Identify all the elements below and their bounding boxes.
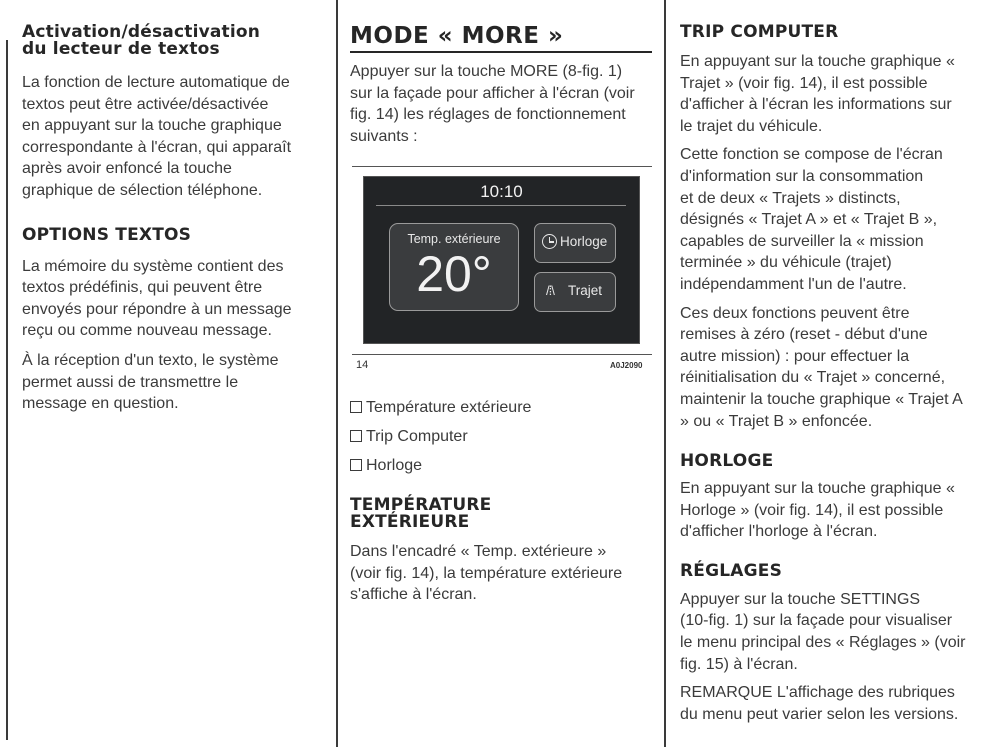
list-item-label: Horloge bbox=[366, 457, 423, 474]
text-line: d'information sur la consommation bbox=[680, 167, 924, 185]
text-line: » ou « Trajet B » enfoncée. bbox=[680, 412, 873, 430]
heading-mode-more: MODE « MORE » bbox=[350, 24, 652, 53]
temp-exterieure-box[interactable] bbox=[389, 223, 519, 311]
list-item bbox=[350, 398, 652, 418]
column-1 bbox=[22, 24, 322, 415]
text-line: Appuyer sur la touche MORE (8-fig. 1) bbox=[350, 63, 623, 80]
left-margin-rule bbox=[6, 40, 8, 740]
text-line: envoyés pour répondre à un message bbox=[22, 300, 292, 318]
figure-bottom-rule bbox=[352, 354, 652, 355]
paragraph-activation bbox=[22, 72, 322, 202]
paragraph-reception bbox=[22, 350, 322, 415]
road-icon: /⁞\ bbox=[546, 283, 554, 298]
temp-value: 20° bbox=[416, 246, 492, 302]
text-line: en appuyant sur la touche graphique bbox=[22, 117, 282, 135]
paragraph-trip-2 bbox=[680, 144, 990, 295]
horloge-button-label: Horloge bbox=[560, 234, 608, 249]
text-line: après avoir enfoncé la touche bbox=[22, 160, 232, 178]
text-line: indépendamment l'un de l'autre. bbox=[680, 275, 907, 293]
text-line: capables de surveiller la « mission bbox=[680, 232, 924, 250]
text-line: En appuyant sur la touche graphique « bbox=[680, 480, 955, 498]
list-item bbox=[350, 427, 652, 447]
figure-number: 14 bbox=[356, 359, 369, 371]
text-line: désignés « Trajet A » et « Trajet B », bbox=[680, 211, 938, 229]
figure-reference: A0J2090 bbox=[610, 361, 643, 370]
text-line: Cette fonction se compose de l'écran bbox=[680, 146, 943, 164]
clock-time: 10:10 bbox=[480, 182, 523, 201]
text-line: En appuyant sur la touche graphique « bbox=[680, 53, 955, 70]
horloge-button[interactable] bbox=[534, 223, 616, 263]
text-line: correspondante à l'écran, qui apparaît bbox=[22, 138, 292, 156]
checkbox-bullet-icon bbox=[350, 401, 362, 413]
trajet-button[interactable] bbox=[534, 272, 616, 312]
heading-line1: TEMPÉRATURE bbox=[350, 495, 492, 515]
list-item bbox=[350, 456, 652, 476]
text-line: À la réception d'un texto, le système bbox=[22, 351, 279, 369]
text-line: fig. 14) les réglages de fonctionnement bbox=[350, 106, 626, 124]
display-screen bbox=[363, 176, 640, 344]
temp-label: Temp. extérieure bbox=[407, 232, 501, 246]
text-line: Ces deux fonctions peuvent être bbox=[680, 304, 910, 322]
text-line: (voir fig. 14), la température extérieure bbox=[350, 564, 623, 582]
heading-activation-line2: du lecteur de textos bbox=[22, 39, 220, 59]
heading-trip-computer: TRIP COMPUTER bbox=[680, 22, 839, 42]
text-line: La fonction de lecture automatique de bbox=[22, 74, 290, 91]
checkbox-bullet-icon bbox=[350, 430, 362, 442]
text-line: permet aussi de transmettre le bbox=[22, 373, 239, 391]
list-item-label: Température extérieure bbox=[366, 399, 532, 416]
text-line: suivants : bbox=[350, 127, 418, 145]
heading-reglages: RÉGLAGES bbox=[680, 560, 783, 581]
text-line: La mémoire du système contient des bbox=[22, 257, 284, 275]
screen-divider bbox=[376, 205, 626, 206]
heading-horloge: HORLOGE bbox=[680, 451, 774, 472]
text-line: Dans l'encadré « Temp. extérieure » bbox=[350, 543, 607, 560]
checkbox-bullet-icon bbox=[350, 459, 362, 471]
clock-icon bbox=[542, 234, 557, 249]
heading-line2: EXTÉRIEURE bbox=[350, 512, 470, 532]
text-line: s'affiche à l'écran. bbox=[350, 586, 477, 604]
settings-list bbox=[350, 398, 652, 476]
text-line: (10-fig. 1) sur la façade pour visualiser bbox=[680, 612, 953, 630]
heading-activation-line1: Activation/désactivation bbox=[22, 22, 261, 42]
text-line: le menu principal des « Réglages » (voir bbox=[680, 634, 966, 652]
trajet-button-label: Trajet bbox=[568, 283, 603, 298]
text-line: reçu ou comme nouveau message. bbox=[22, 322, 272, 340]
text-line: d'afficher l'horloge à l'écran. bbox=[680, 523, 878, 541]
text-line: autre mission) : pour effectuer la bbox=[680, 347, 910, 365]
text-line: et de deux « Trajets » distincts, bbox=[680, 189, 901, 207]
text-line: REMARQUE L'affichage des rubriques bbox=[680, 684, 955, 702]
text-line: maintenir la touche graphique « Trajet A bbox=[680, 390, 963, 408]
column-3 bbox=[680, 24, 990, 725]
text-line: réinitialisation du « Trajet » concerné, bbox=[680, 369, 946, 387]
column-2-lower bbox=[350, 398, 652, 606]
text-line: fig. 15) à l'écran. bbox=[680, 655, 798, 673]
text-line: textos prédéfinis, qui peuvent être bbox=[22, 279, 263, 297]
column-divider-2 bbox=[664, 0, 666, 747]
paragraph-temperature bbox=[350, 541, 652, 606]
text-line: textos peut être activée/désactivée bbox=[22, 95, 269, 113]
column-divider-1 bbox=[336, 0, 338, 747]
text-line: Trajet » (voir fig. 14), il est possible bbox=[680, 74, 928, 92]
column-2 bbox=[350, 24, 652, 147]
text-line: du menu peut varier selon les versions. bbox=[680, 705, 959, 723]
heading-options-textos: OPTIONS TEXTOS bbox=[22, 224, 192, 245]
text-line: d'afficher à l'écran les informations sur bbox=[680, 96, 952, 114]
paragraph-options bbox=[22, 256, 322, 342]
text-line: sur la façade pour afficher à l'écran (voir bbox=[350, 84, 635, 102]
paragraph-horloge bbox=[680, 478, 990, 543]
paragraph-trip-1 bbox=[680, 51, 990, 137]
list-item-label: Trip Computer bbox=[366, 428, 468, 445]
paragraph-trip-3 bbox=[680, 303, 990, 433]
paragraph-reglages bbox=[680, 589, 990, 675]
paragraph-remarque bbox=[680, 682, 990, 725]
text-line: Appuyer sur la touche SETTINGS bbox=[680, 590, 921, 608]
text-line: message en question. bbox=[22, 395, 179, 413]
paragraph-mode-more-intro bbox=[350, 61, 652, 147]
heading-activation bbox=[22, 24, 322, 58]
text-line: le trajet du véhicule. bbox=[680, 117, 823, 135]
figure-top-rule bbox=[352, 166, 652, 167]
text-line: remises à zéro (reset - début d'une bbox=[680, 326, 928, 344]
text-line: Horloge » (voir fig. 14), il est possible bbox=[680, 501, 944, 519]
text-line: terminée » du véhicule (trajet) bbox=[680, 254, 892, 272]
heading-temperature-exterieure bbox=[350, 497, 652, 531]
text-line: graphique de sélection téléphone. bbox=[22, 181, 263, 199]
